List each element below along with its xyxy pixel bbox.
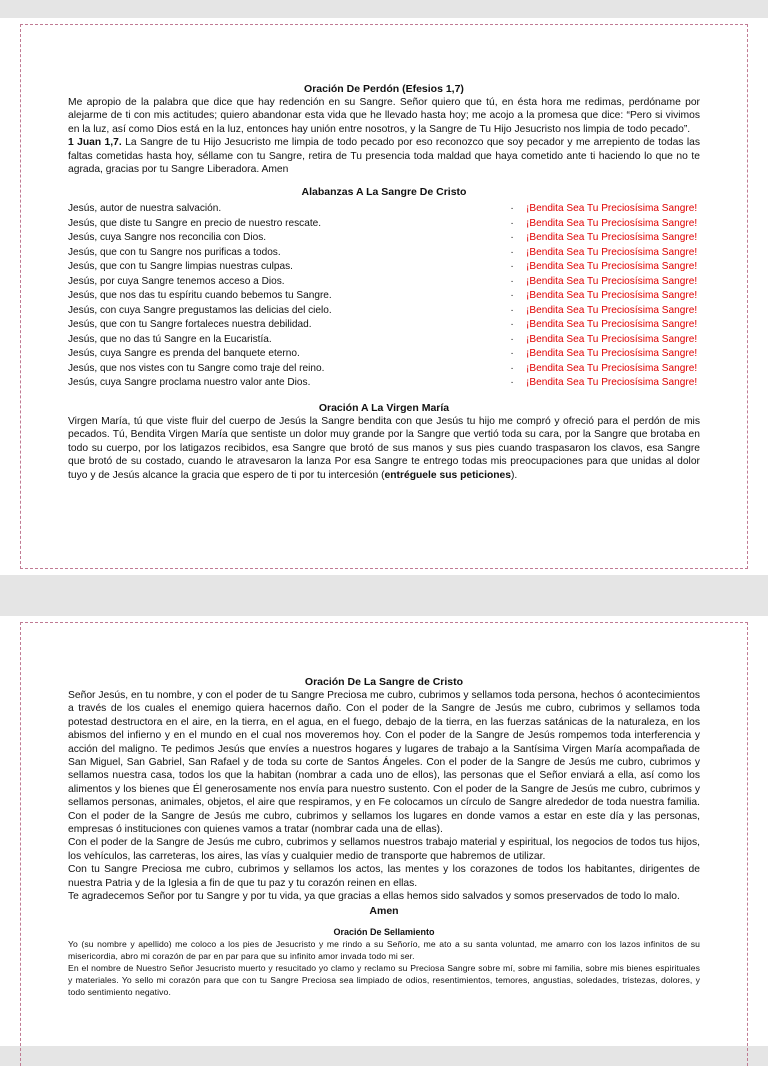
- praise-row: [68, 347, 700, 362]
- sangre-paragraph-3: Con tu Sangre Preciosa me cubro, cubrimos y sellamos los actos, las mentes y los corazones de todos los habitantes, dirigentes de nuestra Patria y de la Iglesia a fin de que tu paz y tu corazón reinen en ellas.: [68, 864, 700, 889]
- praise-invocation: Jesús, por cuya Sangre tenemos acceso a Dios.: [68, 275, 285, 287]
- praise-invocation: Jesús, que nos vistes con tu Sangre como traje del reino.: [68, 362, 325, 374]
- bullet-dot: ·: [510, 261, 514, 273]
- praise-response: ¡Bendita Sea Tu Preciosísima Sangre!: [526, 261, 698, 273]
- praise-invocation: Jesús, cuya Sangre proclama nuestro valor ante Dios.: [68, 377, 311, 389]
- praise-invocation: Jesús, que diste tu Sangre en precio de nuestro rescate.: [68, 217, 322, 229]
- praise-response: ¡Bendita Sea Tu Preciosísima Sangre!: [526, 304, 698, 316]
- virgen-text: Virgen María, tú que viste fluir del cuerpo de Jesús la Sangre bendita con que Jesús tu hijo me compró y ofreció para el perdón de mis pecados. Tú, Bendita Virgen María que sentiste un dolor muy grande por la Sangre que vertió toda su cara, por la Sangre que brotaba en todo su cuerpo, por los latigazos recibidos, esa Sangre que brotó de sus manos y sus pies cuando traspasaron los clavos, esa Sangre que brotó de su costado, cuando le atravesaron la lanza Por esa Sangre te entrego todas mis preocupaciones para que unidas al dolor tuyo y de Jesús alcance la gracia que espero de ti por tu intercesión (entréguele sus peticiones).: [68, 415, 700, 481]
- page-content: [68, 675, 700, 999]
- bullet-dot: ·: [510, 377, 514, 389]
- sellamiento-paragraph-1: Yo (su nombre y apellido) me coloco a los pies de Jesucristo y me rindo a su Señorío, me ato a su santa voluntad, me amarro con los lazos infinitos de su misericordia, abro mi corazón de par en par para que su infinito amor invada todo mi ser.: [68, 938, 700, 961]
- sangre-paragraph-2: Con el poder de la Sangre de Jesús me cubro, cubrimos y sellamos nuestros trabajo material y espiritual, los negocios de todos tus hijos, los vehículos, las carreteras, los aires, las vías y cualquier medio de transporte que habremos de utilizar.: [68, 837, 700, 862]
- section-title-virgen: Oración A La Virgen María: [318, 401, 450, 414]
- section-title-perdon: Oración De Perdón (Efesios 1,7): [304, 83, 464, 95]
- praise-invocation: Jesús, que con tu Sangre nos purificas a todos.: [68, 246, 281, 258]
- sellamiento-paragraph-2: En el nombre de Nuestro Señor Jesucristo muerto y resucitado yo clamo y reclamo su Preciosa Sangre sobre mí, sobre mi familia, sobre mis bienes espirituales y materiales. Yo sello mi corazón para que con tu Sangre Preciosa sea limpiado de odios, resentimientos, temores, angustias, soledades, tristezas, dolores, y todo sentimiento negativo.: [68, 962, 700, 998]
- praise-invocation: Jesús, que nos das tu espíritu cuando bebemos tu Sangre.: [68, 290, 332, 302]
- praise-row: [68, 260, 700, 275]
- praise-response: ¡Bendita Sea Tu Preciosísima Sangre!: [526, 246, 698, 258]
- document-page-2: [0, 616, 768, 1046]
- praise-row: [68, 246, 700, 261]
- perdon-text: Me apropio de la palabra que dice que hay redención en su Sangre. Señor quiero que tú, en ésta hora me redimas, perdóname por alejarme de ti con mis actitudes; quiero abandonar esta vida que he llevado hasta hoy; me acojo a la promesa que dice: “Pero si vivimos en la luz, así como Dios está en la luz, entonces hay unión entre nosotros, y la Sangre de Tu Hijo Jesucristo nos limpia de todo pecado”.: [68, 97, 700, 135]
- bullet-dot: ·: [510, 304, 514, 316]
- praise-invocation: Jesús, autor de nuestra salvación.: [68, 203, 222, 215]
- praise-row: [68, 318, 700, 333]
- praise-invocation: Jesús, que con tu Sangre fortaleces nuestra debilidad.: [68, 319, 312, 331]
- praise-invocation: Jesús, cuya Sangre nos reconcilia con Dios.: [68, 232, 267, 244]
- section-title-alabanzas: Alabanzas A La Sangre De Cristo: [301, 186, 467, 199]
- praise-row: [68, 333, 700, 348]
- peticiones-emphasis: entréguele sus peticiones: [384, 469, 511, 481]
- bullet-dot: ·: [510, 203, 514, 215]
- perdon-reference-text: 1 Juan 1,7. La Sangre de tu Hijo Jesucristo me limpia de todo pecado por eso reconozco que soy pecador y me arrepiento de todas las faltas cometidas hasta hoy, séllame con tu Sangre, retira de Tu presencia toda maldad que haya cometido ante ti haciendo lo que no te agrada, gracias por tu Sangre Liberadora. Amen: [68, 137, 700, 176]
- praise-response: ¡Bendita Sea Tu Preciosísima Sangre!: [526, 362, 698, 374]
- bullet-dot: ·: [510, 290, 514, 302]
- praise-invocation: Jesús, con cuya Sangre pregustamos las delicias del cielo.: [68, 304, 332, 316]
- bullet-dot: ·: [510, 275, 514, 287]
- amen-label: Amen: [369, 904, 399, 917]
- praise-list: [68, 202, 700, 391]
- praise-invocation: Jesús, que con tu Sangre limpias nuestras culpas.: [68, 261, 293, 273]
- section-title-sangre: Oración De La Sangre de Cristo: [304, 676, 464, 688]
- bullet-dot: ·: [510, 319, 514, 331]
- bullet-dot: ·: [510, 246, 514, 258]
- praise-response: ¡Bendita Sea Tu Preciosísima Sangre!: [526, 319, 698, 331]
- praise-response: ¡Bendita Sea Tu Preciosísima Sangre!: [526, 290, 698, 302]
- praise-response: ¡Bendita Sea Tu Preciosísima Sangre!: [526, 232, 698, 244]
- praise-row: [68, 376, 700, 391]
- sangre-paragraph-1: Señor Jesús, en tu nombre, y con el poder de tu Sangre Preciosa me cubro, cubrimos y sellamos toda persona, hechos ó acontecimientos a través de los cuales el enemigo quiera hacernos daño. Con el poder de la Sangre de Jesús me cubro, cubrimos y sellamos toda potestad destructora en el aire, en la tierra, en el agua, en el fuego, debajo de la tierra, en las fuerzas satánicas de la naturaleza, en los abismos del infierno y en el mundo en el cual nos moveremos hoy. Con el poder de la Sangre de Jesús rompemos toda interferencia y acción del maligno. Te pedimos Jesús que envíes a nuestros hogares y lugares de trabajo a la Santísima Virgen María acompañada de San Miguel, San Gabriel, San Rafael y de toda su corte de Santos Ángeles. Con el poder de la Sangre de Jesús me cubro, cubrimos y sellamos nuestra casa, todos los que la habitan (nombrar a cada uno de ellos), las personas que el Señor enviará a ella, así como los alimentos y los bienes que Él generosamente nos envía para nuestro sustento. Con el poder de la Sangre de Jesús me cubro, cubrimos y sellamos personas, animales, objetos, el aire que respiramos, y en Fe colocamos un círculo de Sangre alrededor de toda nuestra familia. Con el poder de la Sangre de Jesús me cubro, cubrimos y sellamos los lugares en donde vamos a estar en este día y las personas, empresas ó instituciones con quienes vamos a tratar (nombrar cada una de ellas).: [68, 690, 700, 836]
- bullet-dot: ·: [510, 232, 514, 244]
- praise-row: [68, 304, 700, 319]
- praise-row: [68, 217, 700, 232]
- bullet-dot: ·: [510, 333, 514, 345]
- praise-invocation: Jesús, cuya Sangre es prenda del banquete eterno.: [68, 348, 300, 360]
- praise-response: ¡Bendita Sea Tu Preciosísima Sangre!: [526, 333, 698, 345]
- praise-row: [68, 202, 700, 217]
- praise-response: ¡Bendita Sea Tu Preciosísima Sangre!: [526, 203, 698, 215]
- praise-response: ¡Bendita Sea Tu Preciosísima Sangre!: [526, 377, 698, 389]
- page-content: [68, 82, 700, 482]
- document-page-1: [0, 18, 768, 575]
- praise-row: [68, 362, 700, 377]
- praise-row: [68, 289, 700, 304]
- praise-row: [68, 275, 700, 290]
- praise-row: [68, 231, 700, 246]
- sangre-paragraph-4: Te agradecemos Señor por tu Sangre y por tu vida, ya que gracias a ellas hemos sido salvados y somos preservados de todo lo malo.: [68, 891, 680, 903]
- praise-response: ¡Bendita Sea Tu Preciosísima Sangre!: [526, 348, 698, 360]
- bible-reference: 1 Juan 1,7.: [68, 137, 122, 149]
- praise-response: ¡Bendita Sea Tu Preciosísima Sangre!: [526, 217, 698, 229]
- section-title-sellamiento: Oración De Sellamiento: [333, 926, 435, 937]
- bullet-dot: ·: [510, 348, 514, 360]
- praise-invocation: Jesús, que no das tú Sangre en la Eucaristía.: [68, 333, 272, 345]
- praise-response: ¡Bendita Sea Tu Preciosísima Sangre!: [526, 275, 698, 287]
- bullet-dot: ·: [510, 362, 514, 374]
- bullet-dot: ·: [510, 217, 514, 229]
